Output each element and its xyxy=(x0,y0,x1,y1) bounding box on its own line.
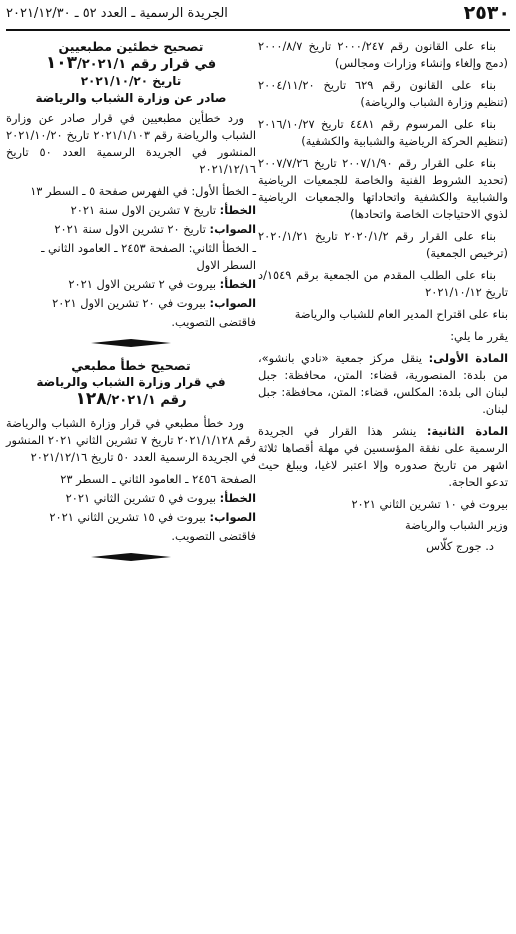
wrong-label: الخطأ: xyxy=(219,491,256,505)
wrong-label: الخطأ: xyxy=(219,203,256,217)
section-separator xyxy=(6,338,256,348)
wrong-text: بيروت في ٢ تشرين الاول ٢٠٢١ xyxy=(68,277,217,291)
section1-title: تصحيح خطئين مطبعيين xyxy=(58,39,204,54)
preamble-law-629: بناء على القانون رقم ٦٢٩ تاريخ ٢٠٠٤/١١/٢٠ (تنظيم وزارة الشباب والرياضة) xyxy=(258,78,508,109)
signature-title: وزير الشباب والرياضة xyxy=(405,518,508,532)
right-text: تاريخ ٢٠ تشرين الاول سنة ٢٠٢١ xyxy=(54,222,206,236)
section1-decision-prefix: في قرار رقم xyxy=(130,57,217,72)
section2-wrong xyxy=(6,490,256,507)
right-label: الصواب: xyxy=(209,222,256,236)
right-text: بيروت في ٢٠ تشرين الاول ٢٠٢١ xyxy=(52,296,206,310)
signature-place-date: بيروت في ١٠ تشرين الثاني ٢٠٢١ xyxy=(351,497,508,511)
article-2 xyxy=(258,423,508,491)
section2-closing: فاقتضى التصويب. xyxy=(171,529,256,543)
section1-issuer: صادر عن وزارة الشباب والرياضة xyxy=(35,91,227,105)
section2-subtitle: في قرار وزارة الشباب والرياضة xyxy=(36,375,226,389)
right-column xyxy=(258,38,508,559)
section1-closing: فاقتضى التصويب. xyxy=(171,315,256,329)
article-1 xyxy=(258,350,508,418)
wrong-label: الخطأ: xyxy=(219,277,256,291)
section1-error2-location: ـ الخطأ الثاني: الصفحة ٢٤٥٣ ـ العامود الثاني ـ السطر الاول xyxy=(41,241,256,272)
preamble-decision-2: بناء على القرار رقم ٢٠٢٠/١/٢ تاريخ ٢٠٢٠/١/٢١ (ترخيص الجمعية) xyxy=(258,229,508,260)
section2-title: تصحيح خطأ مطبعي xyxy=(71,358,191,373)
section2-decision xyxy=(6,391,256,409)
signature-name: د. جورج كلّاس xyxy=(426,539,494,553)
section2-right xyxy=(6,509,256,526)
section1-intro: ورد خطأين مطبعيين في قرار صادر عن وزارة الشباب والرياضة رقم ٢٠٢١/١/١٠٣ تاريخ ٢٠٢١/١٠/٢٠ المنشور في الجريدة الرسمية العدد ٥٠ تاريخ ٢٠٢١/١٢/١٦ xyxy=(6,111,256,176)
wrong-text: بيروت في ٥ تشرين الثاني ٢٠٢١ xyxy=(65,491,217,505)
section2-location: الصفحة ٢٤٥٦ ـ العامود الثاني ـ السطر ٢٣ xyxy=(60,472,256,486)
section1-error1-location: ـ الخطأ الأول: في الفهرس صفحة ٥ ـ السطر ١٣ xyxy=(30,184,256,198)
preamble-law-247: بناء على القانون رقم ٢٠٠٠/٢٤٧ تاريخ ٢٠٠٠/٨/٧ (دمج وإلغاء وإنشاء وزارات ومجالس) xyxy=(258,39,508,70)
section1-error2-right xyxy=(6,295,256,312)
right-label: الصواب: xyxy=(209,510,256,524)
separator-ornament-icon xyxy=(91,338,171,348)
section1-decision xyxy=(6,55,256,73)
preamble-decree-4481: بناء على المرسوم رقم ٤٤٨١ تاريخ ٢٠١٦/١٠/٢٧ (تنظيم الحركة الرياضية والشبابية والكشفية) xyxy=(258,117,508,148)
separator-ornament-icon xyxy=(91,552,171,562)
section1-decision-suffix: /٢٠٢١/١ xyxy=(76,57,127,72)
section2-decision-number: ١٢٨ xyxy=(75,389,107,409)
right-text: بيروت في ١٥ تشرين الثاني ٢٠٢١ xyxy=(49,510,206,524)
right-label: الصواب: xyxy=(209,296,256,310)
decides-heading: يقرر ما يلي: xyxy=(450,329,508,343)
section2-intro: ورد خطأ مطبعي في قرار وزارة الشباب والرياضة رقم ٢٠٢١/١/١٢٨ تاريخ ٧ تشرين الثاني ٢٠٢١ المنشور في الجريدة الرسمية العدد ٥٠ تاريخ ٢٠٢١/١٢/١٦ xyxy=(6,416,257,464)
section1-error1-right xyxy=(6,221,256,238)
section-separator xyxy=(6,552,256,562)
article-1-label: المادة الأولى: xyxy=(428,351,509,365)
preamble-proposal: بناء على اقتراح المدير العام للشباب والرياضة xyxy=(294,307,508,321)
preamble-decision-90: بناء على القرار رقم ٢٠٠٧/١/٩٠ تاريخ ٢٠٠٧/٧/٢٦ (تحديد الشروط الفنية والخاصة للجمعيات الرياضية والشبابية والكشفية واتحاداتها والجمعيات الرياضية لذوي الاحتياجات الخاصة واتحادها) xyxy=(258,156,508,221)
section1-error2-wrong xyxy=(6,276,256,293)
journal-title: الجريدة الرسمية ـ العدد ٥٢ ـ ٢٠٢١/١٢/٣٠ xyxy=(6,6,228,21)
wrong-text: تاريخ ٧ تشرين الاول سنة ٢٠٢١ xyxy=(70,203,217,217)
section1-date: تاريخ ٢٠٢١/١٠/٢٠ xyxy=(80,74,182,88)
article-1-text: ينقل مركز جمعية «نادي بانشو»، من بلدة: المنصورية، قضاء: المتن، محافظة: جبل لبنان الى بلدة: المكلس، قضاء: المتن، محافظة: جبل لبنان. xyxy=(258,351,508,416)
section2-decision-suffix: /٢٠٢١/١ xyxy=(106,393,156,408)
preamble-request-1549: بناء على الطلب المقدم من الجمعية برقم ١٥٤٩/د تاريخ ٢٠٢١/١٠/١٢ xyxy=(258,268,508,299)
section1-decision-number: ١٠٣ xyxy=(45,53,77,73)
page-number: ٢٥٣٠ xyxy=(463,2,510,24)
article-2-label: المادة الثانية: xyxy=(426,424,508,438)
header-rule xyxy=(6,29,510,31)
left-column xyxy=(6,38,256,571)
article-2-text: ينشر هذا القرار في الجريدة الرسمية على نفقة المؤسسين في مهلة أقصاها ثلاثة اشهر من تاريخ صدوره وإلا اعتبر لاغيا، ويبلغ حيث تدعو الحاجة. xyxy=(258,424,508,489)
page-header xyxy=(6,2,510,28)
section1-error1-wrong xyxy=(6,202,256,219)
section2-decision-prefix: رقم xyxy=(160,393,187,408)
